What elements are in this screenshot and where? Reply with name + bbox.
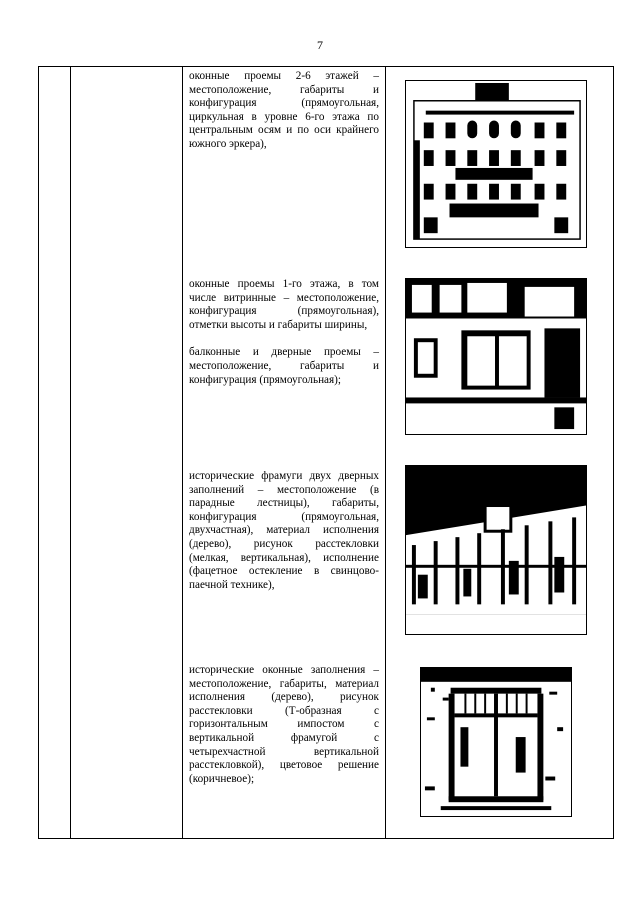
building-facade-photo — [405, 80, 587, 248]
row-3-description — [189, 470, 379, 606]
row-4-paragraph-1: исторические оконные заполнения – местоположение, габариты, материал исполнения (дерево), рисунок расстекловки (Т-образная с горизонтальным импостом с вертикальной фрамугой с четырехчастной вертикальной расстекловкой), цветовое решение (коричневое); — [189, 664, 379, 785]
transom-window-photo — [405, 465, 587, 635]
column-divider-3 — [385, 67, 386, 838]
column-divider-1 — [70, 67, 71, 838]
row-3-paragraph-1: исторические фрамуги двух дверных заполнений – местоположение (в парадные лестницы), габариты, конфигурация (прямоугольная, двухчастная), материал исполнения (дерево), рисунок расстекловки (мелкая, вертикальная), исполнение (фацетное остекление в свинцово-паечной технике), — [189, 470, 379, 591]
storefront-window-photo — [405, 278, 587, 435]
row-1-paragraph-1: оконные проемы 2-6 этажей – местоположение, габариты и конфигурация (прямоугольная, циркульная в уровне 6-го этажа по центральным осям и по оси крайнего южного эркера), — [189, 70, 379, 150]
row-1-description — [189, 70, 379, 166]
page-number: 7 — [317, 38, 323, 52]
row-4-description — [189, 664, 379, 800]
wooden-window-photo — [420, 667, 572, 817]
column-divider-2 — [182, 67, 183, 838]
row-2-paragraph-1: оконные проемы 1-го этажа, в том числе витринные – местоположение, конфигурация (прямоугольная), отметки высоты и габариты ширины, — [189, 278, 379, 331]
protection-subject-table — [38, 66, 614, 839]
row-2-paragraph-2: балконные и дверные проемы – местоположение, габариты и конфигурация (прямоугольная); — [189, 346, 379, 386]
row-2-description — [189, 278, 379, 401]
